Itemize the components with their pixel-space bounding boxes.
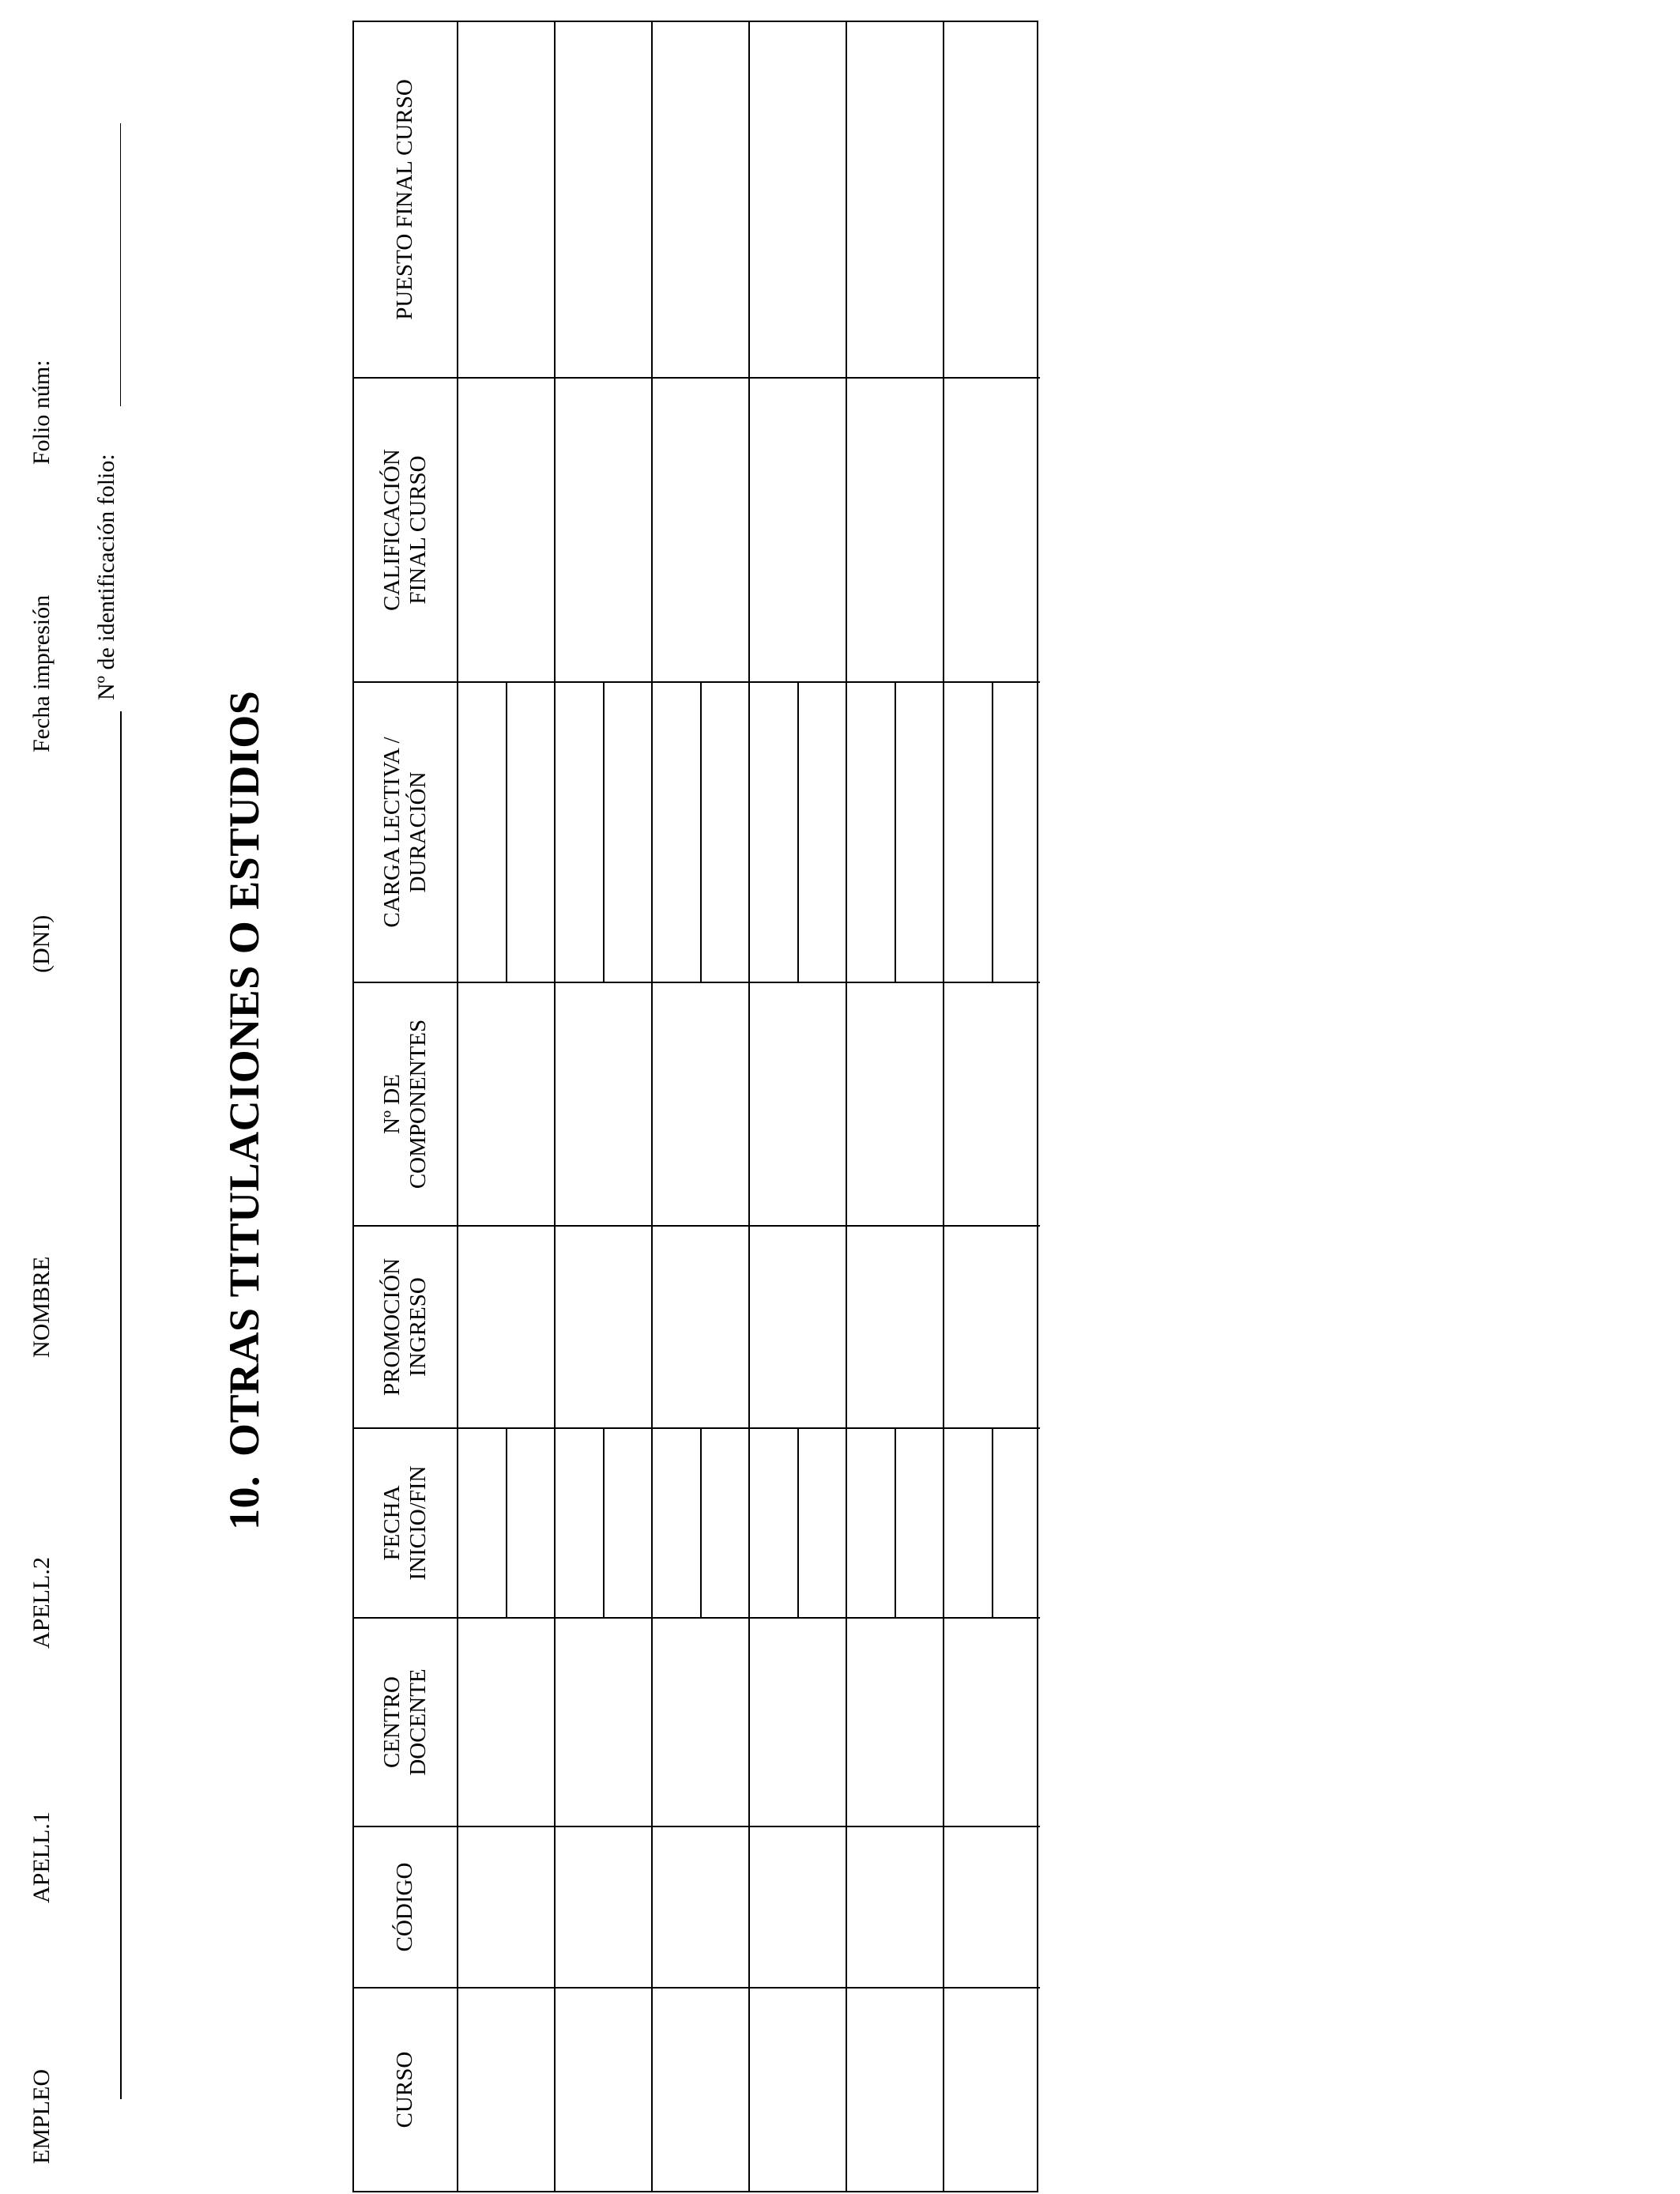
column-header-centro-docente bbox=[354, 1617, 457, 1826]
studies-table bbox=[352, 21, 1038, 2192]
table-cell-puesto-final[interactable] bbox=[556, 24, 651, 377]
cell-subdivider bbox=[797, 681, 799, 982]
column-header-fecha-inicio-fin bbox=[354, 1427, 457, 1617]
label-nombre: NOMBRE bbox=[28, 1256, 55, 1358]
table-cell-centro-docente[interactable] bbox=[847, 1619, 943, 1826]
cell-subdivider bbox=[797, 1427, 799, 1617]
cell-subdivider bbox=[603, 681, 605, 982]
table-cell-curso[interactable] bbox=[944, 1989, 1040, 2191]
column-header-label: PUESTO FINAL CURSO bbox=[392, 79, 418, 320]
table-cell-calificacion-final[interactable] bbox=[653, 379, 748, 681]
table-cell-num-componentes[interactable] bbox=[556, 983, 651, 1225]
table-cell-centro-docente[interactable] bbox=[556, 1619, 651, 1826]
label-apell2: APELL.2 bbox=[28, 1557, 55, 1649]
table-cell-promocion-ingreso[interactable] bbox=[944, 1227, 1040, 1427]
column-header-label: CÓDIGO bbox=[392, 1862, 418, 1952]
cell-subdivider bbox=[895, 1427, 896, 1617]
id-folio-line[interactable] bbox=[120, 123, 121, 406]
cell-subdivider bbox=[700, 681, 702, 982]
cell-subdivider bbox=[992, 681, 993, 982]
column-header-puesto-final bbox=[354, 22, 457, 377]
table-cell-promocion-ingreso[interactable] bbox=[750, 1227, 846, 1427]
table-cell-curso[interactable] bbox=[847, 1989, 943, 2191]
table-cell-puesto-final[interactable] bbox=[653, 24, 748, 377]
table-cell-puesto-final[interactable] bbox=[458, 24, 554, 377]
label-id-folio: Nº de identificación folio: bbox=[93, 454, 119, 700]
cell-subdivider bbox=[700, 1427, 702, 1617]
table-cell-centro-docente[interactable] bbox=[653, 1619, 748, 1826]
column-header-curso bbox=[354, 1987, 457, 2191]
table-cell-codigo[interactable] bbox=[653, 1827, 748, 1987]
table-cell-curso[interactable] bbox=[653, 1989, 748, 2191]
table-cell-puesto-final[interactable] bbox=[944, 24, 1040, 377]
table-cell-promocion-ingreso[interactable] bbox=[847, 1227, 943, 1427]
label-fecha-impresion: Fecha impresión bbox=[28, 594, 55, 752]
cell-subdivider bbox=[603, 1427, 605, 1617]
table-cell-centro-docente[interactable] bbox=[944, 1619, 1040, 1826]
column-header-label: CALIFICACIÓN FINAL CURSO bbox=[379, 449, 431, 611]
column-header-num-componentes bbox=[354, 982, 457, 1225]
column-header-label: Nº DE COMPONENTES bbox=[379, 1019, 431, 1189]
table-cell-curso[interactable] bbox=[458, 1989, 554, 2191]
table-cell-calificacion-final[interactable] bbox=[944, 379, 1040, 681]
table-cell-curso[interactable] bbox=[556, 1989, 651, 2191]
cell-subdivider bbox=[506, 681, 507, 982]
table-cell-calificacion-final[interactable] bbox=[458, 379, 554, 681]
table-cell-calificacion-final[interactable] bbox=[847, 379, 943, 681]
table-cell-codigo[interactable] bbox=[556, 1827, 651, 1987]
table-cell-centro-docente[interactable] bbox=[458, 1619, 554, 1826]
column-header-label: CENTRO DOCENTE bbox=[379, 1668, 431, 1776]
header-underline-left bbox=[120, 711, 122, 2099]
table-cell-promocion-ingreso[interactable] bbox=[458, 1227, 554, 1427]
column-header-codigo bbox=[354, 1826, 457, 1987]
label-dni: (DNI) bbox=[28, 914, 55, 973]
table-cell-curso[interactable] bbox=[750, 1989, 846, 2191]
table-cell-num-componentes[interactable] bbox=[750, 983, 846, 1225]
table-cell-codigo[interactable] bbox=[944, 1827, 1040, 1987]
label-folio-num: Folio núm: bbox=[28, 360, 55, 465]
table-cell-num-componentes[interactable] bbox=[944, 983, 1040, 1225]
section-number: 10. bbox=[220, 1476, 268, 1530]
column-header-label: CARGA LECTIVA / DURACIÓN bbox=[379, 737, 431, 928]
cell-subdivider bbox=[992, 1427, 993, 1617]
column-header-calificacion-final bbox=[354, 377, 457, 681]
table-cell-codigo[interactable] bbox=[458, 1827, 554, 1987]
table-cell-calificacion-final[interactable] bbox=[556, 379, 651, 681]
cell-subdivider bbox=[895, 681, 896, 982]
table-cell-num-componentes[interactable] bbox=[653, 983, 748, 1225]
column-header-label: CURSO bbox=[392, 2051, 418, 2128]
table-cell-puesto-final[interactable] bbox=[750, 24, 846, 377]
section-title-text: OTRAS TITULACIONES O ESTUDIOS bbox=[220, 690, 268, 1457]
column-header-promocion-ingreso bbox=[354, 1225, 457, 1427]
table-cell-num-componentes[interactable] bbox=[847, 983, 943, 1225]
table-cell-codigo[interactable] bbox=[750, 1827, 846, 1987]
table-cell-puesto-final[interactable] bbox=[847, 24, 943, 377]
cell-subdivider bbox=[506, 1427, 507, 1617]
table-cell-num-componentes[interactable] bbox=[458, 983, 554, 1225]
table-cell-centro-docente[interactable] bbox=[750, 1619, 846, 1826]
table-cell-promocion-ingreso[interactable] bbox=[653, 1227, 748, 1427]
section-title bbox=[220, 582, 268, 1530]
label-apell1: APELL.1 bbox=[28, 1811, 55, 1903]
column-header-label: PROMOCIÓN INGRESO bbox=[379, 1257, 431, 1397]
label-empleo: EMPLEO bbox=[28, 2069, 55, 2164]
column-header-carga-lectiva bbox=[354, 681, 457, 982]
table-cell-codigo[interactable] bbox=[847, 1827, 943, 1987]
table-cell-calificacion-final[interactable] bbox=[750, 379, 846, 681]
column-header-label: FECHA INICIO/FIN bbox=[379, 1465, 431, 1581]
table-cell-promocion-ingreso[interactable] bbox=[556, 1227, 651, 1427]
